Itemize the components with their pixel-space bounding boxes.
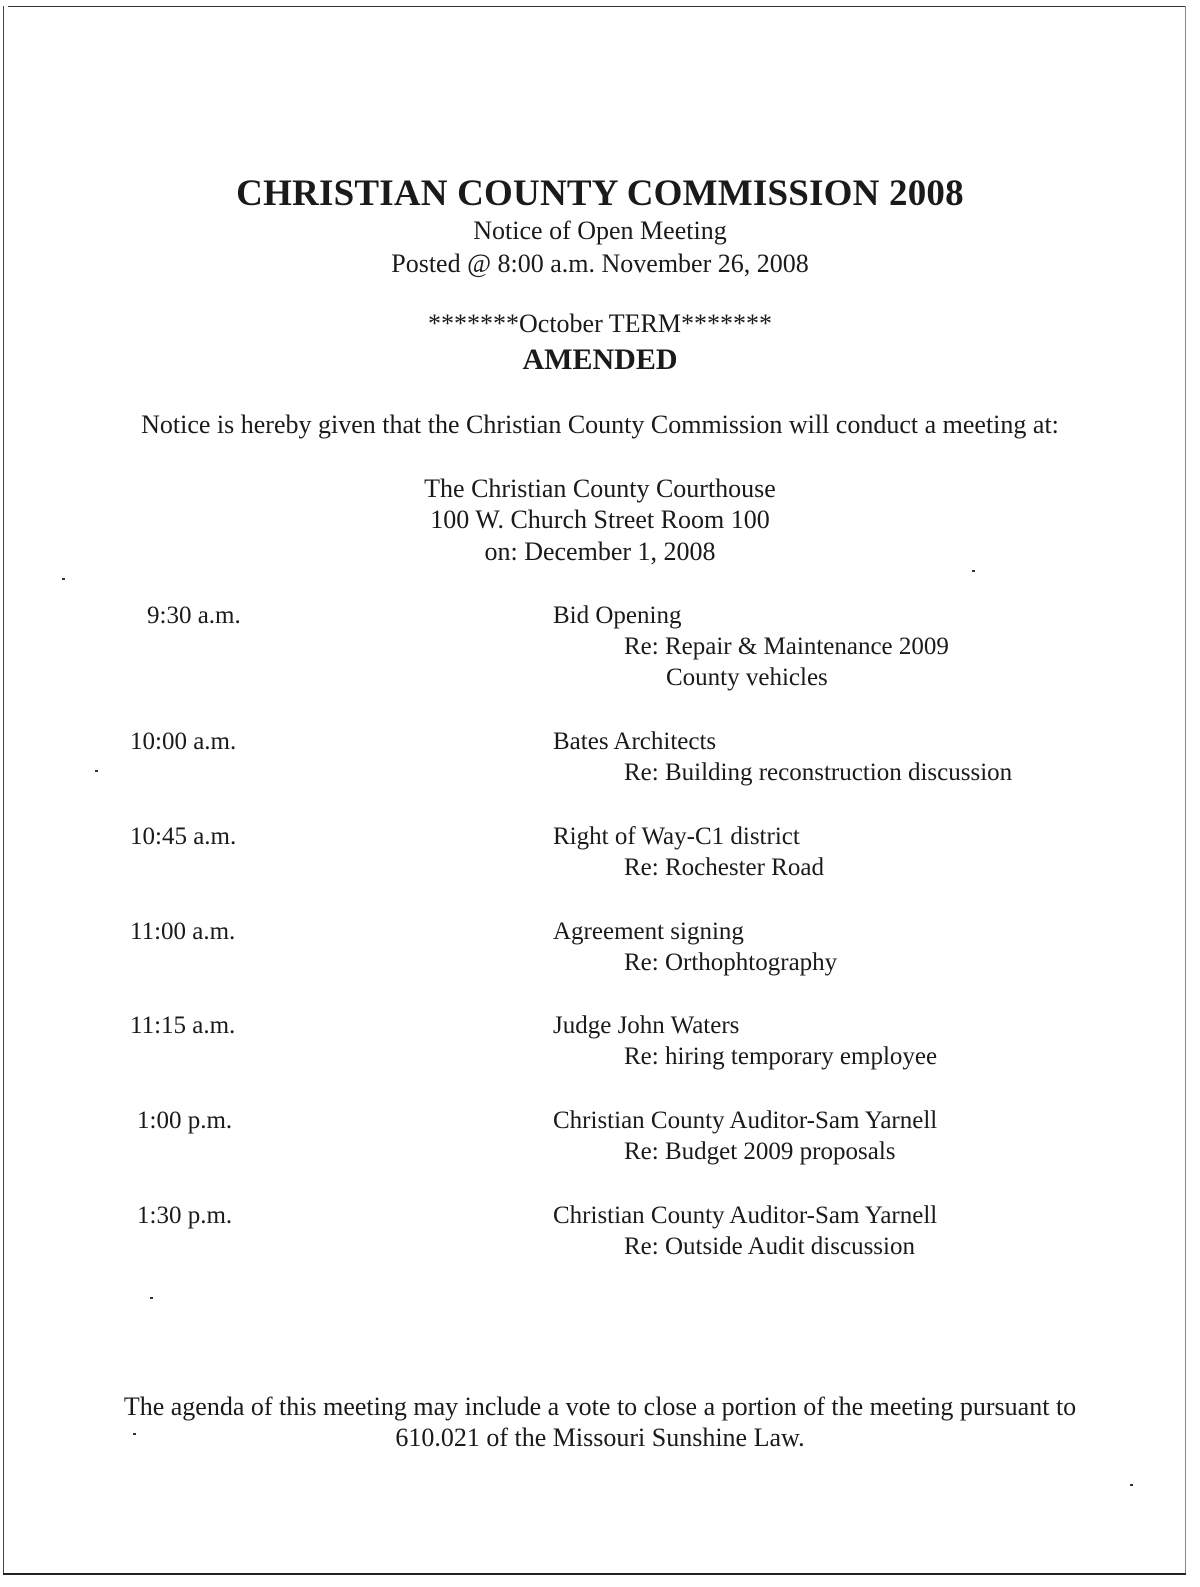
agenda-re: Re: Rochester Road — [624, 854, 824, 881]
scan-speck — [972, 570, 975, 572]
document-title: CHRISTIAN COUNTY COMMISSION 2008 — [236, 173, 964, 214]
agenda-time: 11:00 a.m. — [130, 918, 236, 945]
agenda-re: Re: Orthophtography — [624, 949, 838, 976]
agenda-time: 10:45 a.m. — [130, 823, 237, 850]
notice-subtitle: Notice of Open Meeting — [473, 216, 727, 245]
agenda-time: 1:00 p.m. — [137, 1107, 233, 1134]
agenda-re: Re: Budget 2009 proposals — [624, 1138, 896, 1165]
location-place: The Christian County Courthouse — [424, 474, 776, 503]
agenda-re-continued: County vehicles — [666, 664, 828, 691]
meeting-date: on: December 1, 2008 — [484, 537, 716, 566]
agenda-topic: Bates Architects — [553, 728, 717, 755]
scan-speck — [133, 1433, 136, 1435]
page-border-bottom — [3, 1573, 1186, 1575]
agenda-time: 9:30 a.m. — [147, 602, 241, 629]
posted-line: Posted @ 8:00 a.m. November 26, 2008 — [391, 249, 809, 278]
agenda-time: 11:15 a.m. — [130, 1012, 236, 1039]
page-border-top — [8, 6, 1186, 7]
agenda-topic: Bid Opening — [553, 602, 682, 629]
agenda-re: Re: hiring temporary employee — [624, 1043, 938, 1070]
agenda-topic: Judge John Waters — [553, 1012, 740, 1039]
scan-speck — [150, 1297, 153, 1299]
scan-speck — [95, 770, 98, 772]
agenda-topic: Christian County Auditor-Sam Yarnell — [553, 1107, 938, 1134]
agenda-re: Re: Outside Audit discussion — [624, 1233, 915, 1260]
agenda-time: 10:00 a.m. — [130, 728, 237, 755]
footer-line-1: The agenda of this meeting may include a vote to close a portion of the meeting pursuant to — [123, 1392, 1077, 1421]
term-line: *******October TERM******* — [428, 309, 772, 338]
agenda-re: Re: Building reconstruction discussion — [624, 759, 1013, 786]
scan-speck — [62, 578, 65, 580]
footer-line-2: 610.021 of the Missouri Sunshine Law. — [395, 1423, 805, 1452]
agenda-re: Re: Repair & Maintenance 2009 — [624, 633, 949, 660]
amended-label: AMENDED — [522, 343, 678, 376]
agenda-time: 1:30 p.m. — [137, 1202, 233, 1229]
agenda-topic: Christian County Auditor-Sam Yarnell — [553, 1202, 938, 1229]
notice-text: Notice is hereby given that the Christian County Commission will conduct a meeting at: — [141, 410, 1059, 439]
location-address: 100 W. Church Street Room 100 — [430, 505, 770, 534]
agenda-topic: Agreement signing — [553, 918, 744, 945]
scan-speck — [1130, 1484, 1133, 1486]
agenda-topic: Right of Way-C1 district — [553, 823, 800, 850]
